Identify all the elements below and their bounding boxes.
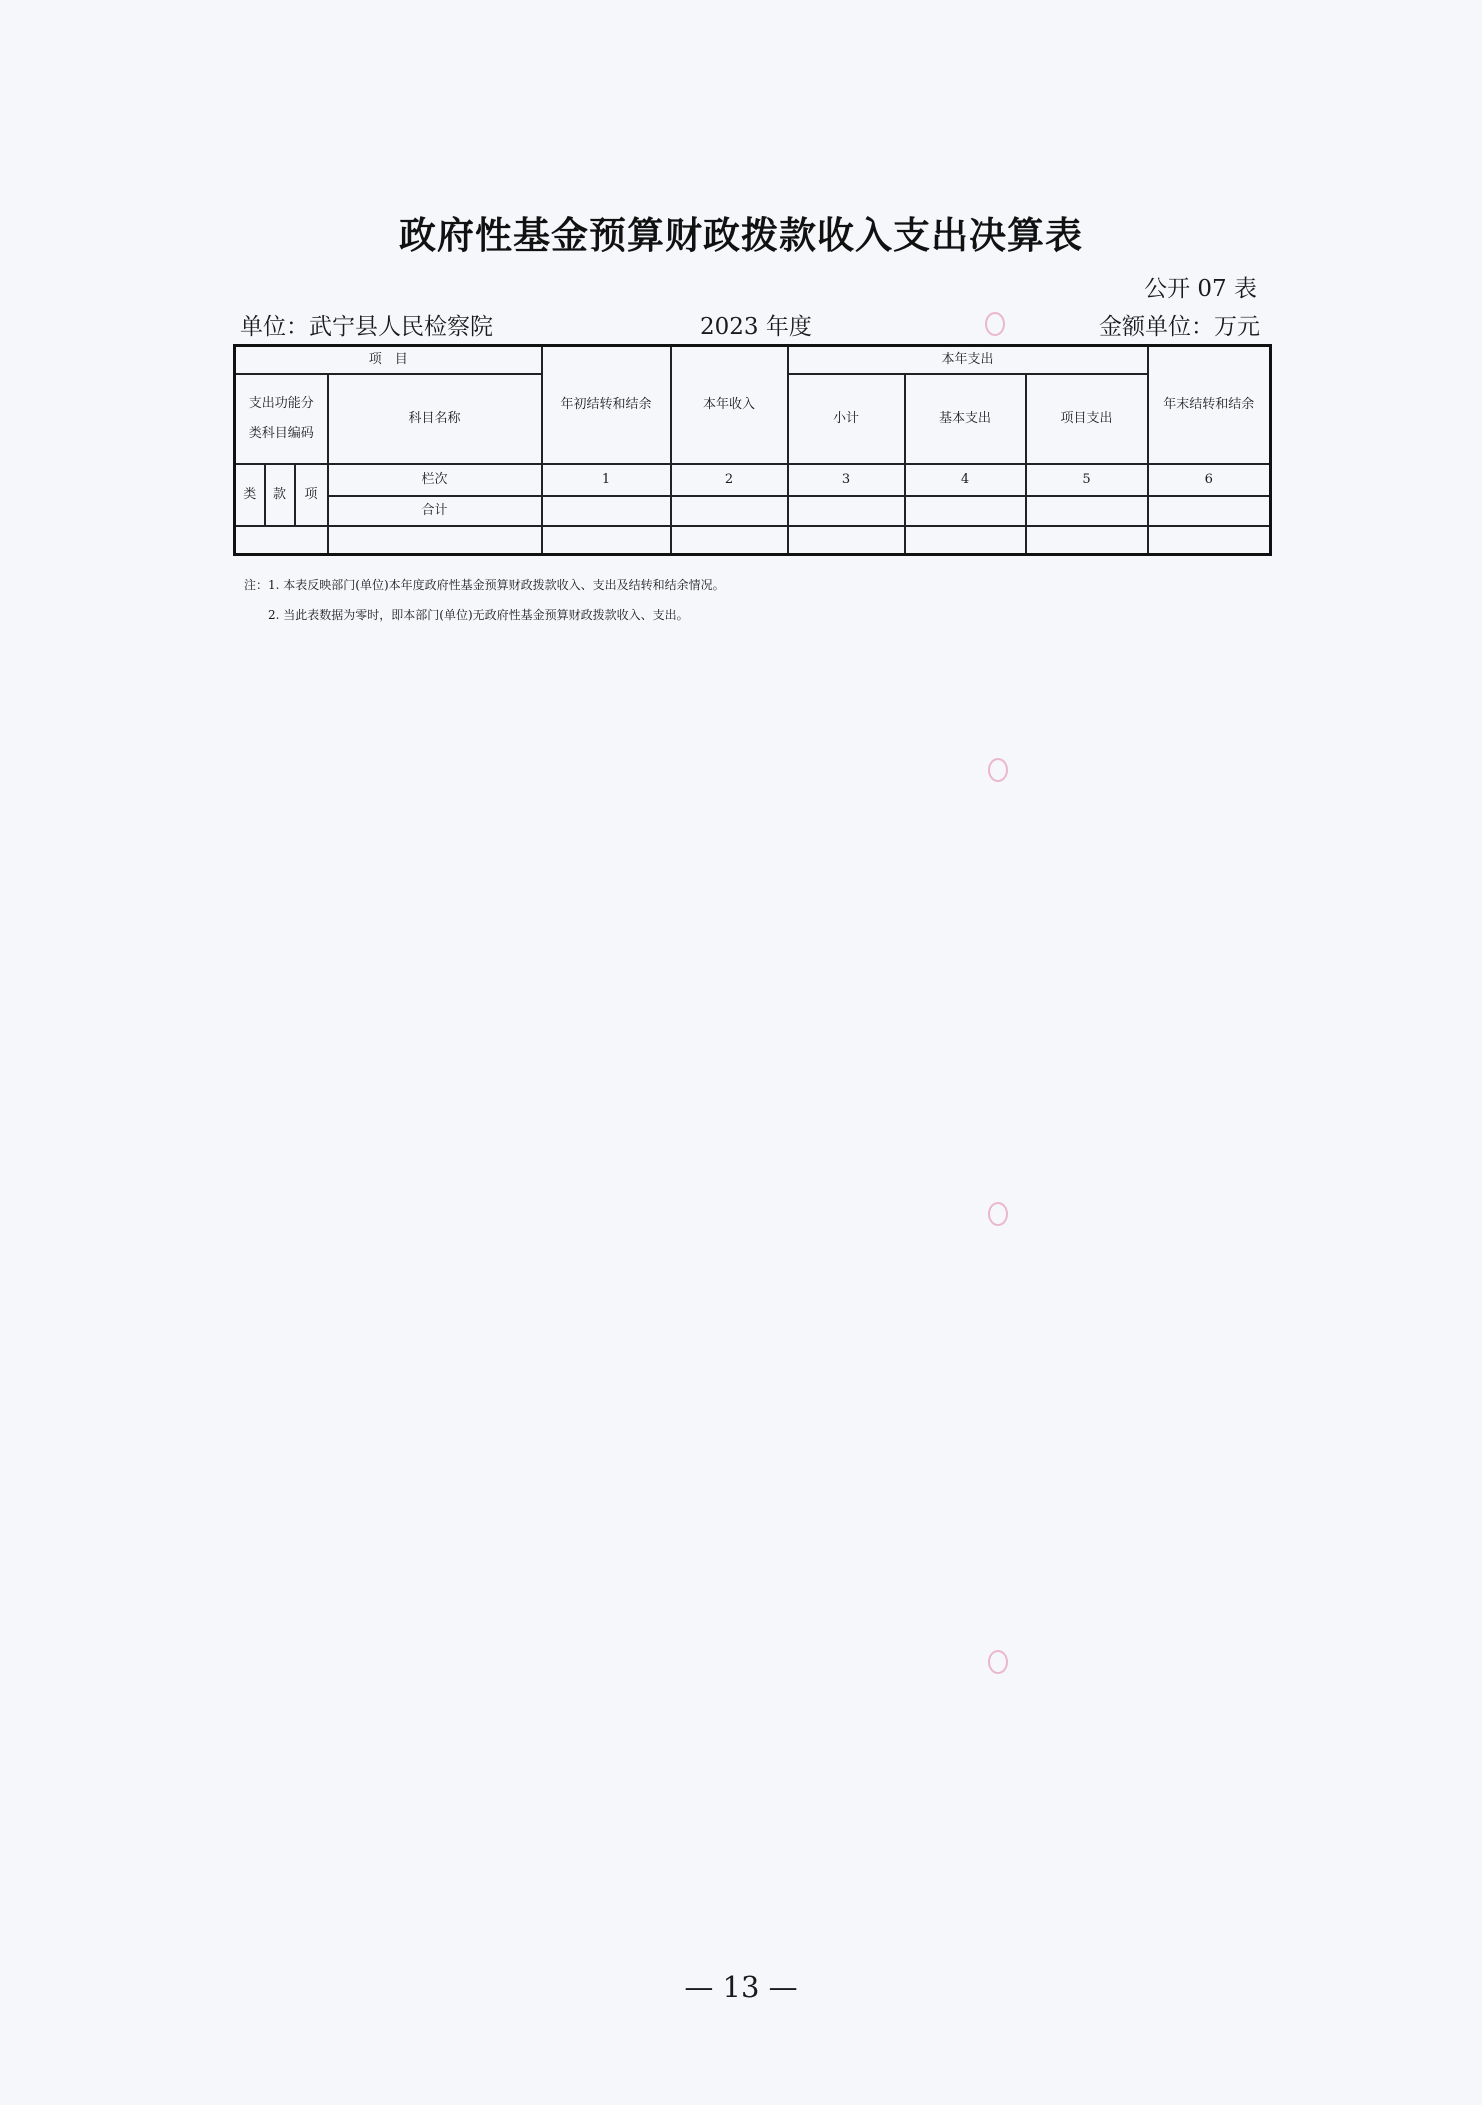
year-label: 2023 年度 [700, 314, 812, 340]
seq-cell: 6 [1148, 464, 1271, 496]
seal-mark [985, 312, 1005, 336]
header-begin-balance: 年初结转和结余 [542, 346, 671, 465]
form-number: 公开 07 表 [1144, 276, 1257, 302]
header-func-code-line1: 支出功能分 [248, 396, 314, 412]
total-cell [542, 496, 671, 526]
col-lei: 类 [235, 464, 265, 526]
col-kuan: 款 [265, 464, 295, 526]
header-project-expense: 项目支出 [1026, 374, 1148, 464]
note-2: 2. 当此表数据为零时，即本部门(单位)无政府性基金预算财政拨款收入、支出。 [268, 608, 689, 622]
page-title: 政府性基金预算财政拨款收入支出决算表 [399, 214, 1083, 257]
seal-mark [988, 758, 1008, 782]
seq-cell: 3 [788, 464, 905, 496]
seq-cell: 4 [905, 464, 1026, 496]
budget-table [233, 344, 1272, 556]
header-income: 本年收入 [671, 346, 788, 465]
empty-cell [671, 526, 788, 555]
total-cell [788, 496, 905, 526]
total-cell [1148, 496, 1271, 526]
page-number: — 13 — [684, 1970, 798, 2004]
header-basic: 基本支出 [905, 374, 1026, 464]
header-func-code-line2: 类科目编码 [248, 426, 314, 441]
seal-mark [988, 1650, 1008, 1674]
empty-cell [1148, 526, 1271, 555]
empty-cell [328, 526, 542, 555]
empty-cell [905, 526, 1026, 555]
header-project: 项 目 [235, 346, 542, 375]
seq-cell: 5 [1026, 464, 1148, 496]
header-func-code [235, 374, 328, 464]
total-cell [671, 496, 788, 526]
total-cell [905, 496, 1026, 526]
unit-label: 单位：武宁县人民检察院 [240, 314, 493, 340]
row-total-label: 合计 [328, 496, 542, 526]
empty-cell [542, 526, 671, 555]
header-subject-name: 科目名称 [328, 374, 542, 464]
header-end-balance: 年末结转和结余 [1148, 346, 1271, 465]
empty-cell [1026, 526, 1148, 555]
total-cell [1026, 496, 1148, 526]
col-xiang: 项 [295, 464, 328, 526]
empty-cell [235, 526, 328, 555]
seal-mark [988, 1202, 1008, 1226]
seq-cell: 2 [671, 464, 788, 496]
empty-cell [788, 526, 905, 555]
amount-unit-label: 金额单位：万元 [1099, 314, 1260, 340]
row-seq-label: 栏次 [328, 464, 542, 496]
header-expense-group: 本年支出 [788, 346, 1148, 375]
seq-cell: 1 [542, 464, 671, 496]
note-1: 注：1. 本表反映部门(单位)本年度政府性基金预算财政拨款收入、支出及结转和结余情况。 [244, 578, 725, 592]
header-subtotal: 小计 [788, 374, 905, 464]
